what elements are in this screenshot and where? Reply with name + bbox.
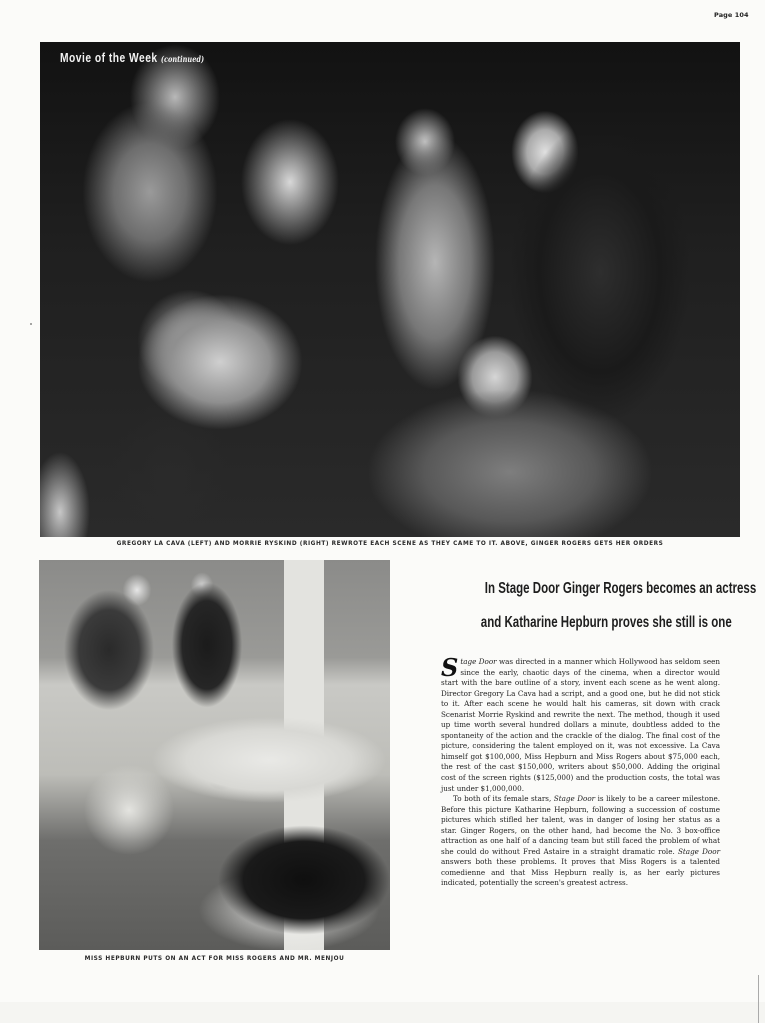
paragraph-1-text: was directed in a manner which Hollywood has seldom seen since the early, chaotic days of the cinema, when a director would start with the bare outline of a story, invent each scene as he went along. Director Gregory La Cava had a script, and a good one, but he did not stick to it. After each scene he would halt his cameras, sit down with crack Scenarist Morrie Ryskind and rewrite the next. The method, though it used up time worth several hundred dollars a minute, doubtless added to the spontaneity of the action and the crackle of the dialog. The final cost of the picture, considering the talent employed on it, was not excessive. La Cava himself got $100,000, Miss Hepburn and Miss Rogers about $75,000 each, the rest of the cast $150,000, writers about $50,000. Adding the original cost of the screen rights ($125,000) and the production costs, the total was just under $1,000,000. bbox=[441, 657, 720, 793]
continued-label: (continued) bbox=[160, 54, 205, 64]
paragraph-2-text-c: answers both these problems. It proves that Miss Rogers is a talented comedienne and that Miss Hepburn really is, as her early pictures indicated, potentially the screen's greatest actress. bbox=[441, 857, 720, 888]
top-photo-caption: GREGORY LA CAVA (LEFT) AND MORRIE RYSKIND (RIGHT) REWROTE EACH SCENE AS THEY CAME TO IT. ABOVE, GINGER ROGERS GETS HER ORDERS bbox=[116, 541, 664, 547]
headline-line-1 bbox=[432, 580, 757, 598]
section-label bbox=[60, 51, 204, 65]
paragraph-2-text-a: To both of its female stars, bbox=[453, 794, 554, 804]
page-number: Page 104 bbox=[714, 11, 749, 19]
film-title-italic: Stage Door bbox=[553, 794, 596, 804]
bottom-photo-scene bbox=[39, 560, 390, 950]
film-title-italic: tage Door bbox=[460, 657, 497, 666]
film-title-italic: Stage Door bbox=[677, 846, 720, 856]
drop-cap: S bbox=[441, 653, 459, 682]
paragraph-2-text-b: is likely to be a career milestone. Before this picture Katharine Hepburn, following a succession of costume pictures which stifled her talent, was in danger of losing her status as a star. Ginger Rogers, on the other hand, had become the No. 3 box-office attraction as one half of a dancing team but still faced the problem of what she could do without Fred Astaire in a straight dramatic role. bbox=[441, 794, 721, 856]
page-edge-rule bbox=[758, 975, 759, 1023]
article-body bbox=[441, 653, 721, 889]
article-paragraph-2 bbox=[441, 794, 720, 889]
headline-line-1-text: In Stage Door Ginger Rogers becomes an actress bbox=[484, 580, 757, 597]
page-bottom-margin bbox=[0, 1002, 765, 1023]
scan-speck bbox=[30, 323, 32, 325]
section-title: Movie of the Week bbox=[60, 51, 158, 65]
article-paragraph-1 bbox=[441, 653, 720, 794]
top-photo-film-set bbox=[40, 42, 740, 537]
headline-line-2 bbox=[432, 614, 732, 632]
bottom-photo-caption: MISS HEPBURN PUTS ON AN ACT FOR MISS ROGERS AND MR. MENJOU bbox=[84, 956, 345, 962]
headline-line-2-text: and Katharine Hepburn proves she still is one bbox=[480, 614, 732, 631]
